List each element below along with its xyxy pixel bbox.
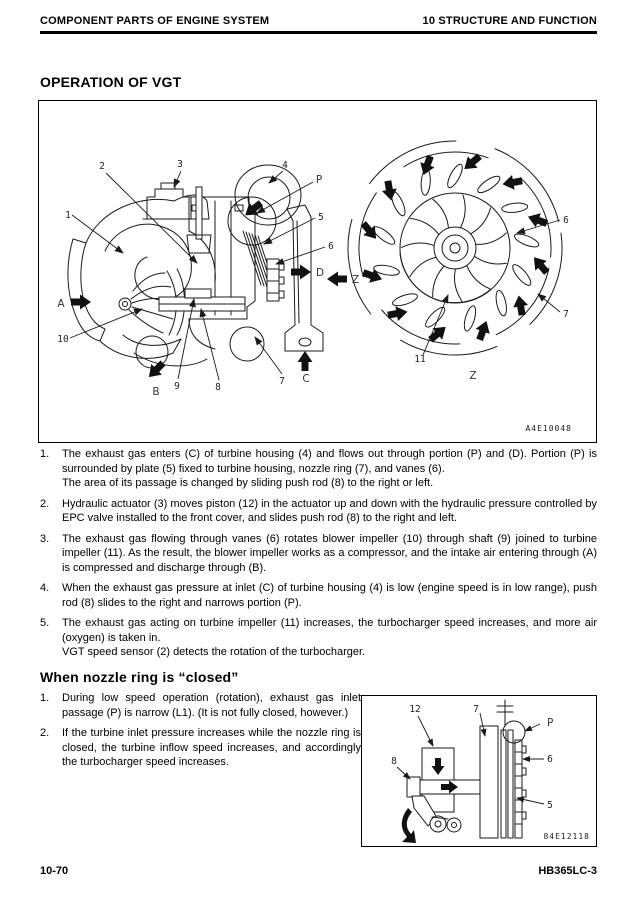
callout-4: 4 [282, 160, 288, 171]
body-text [40, 447, 597, 847]
list-item [40, 616, 597, 660]
callout-5-small: 5 [547, 800, 553, 811]
figure-code-small: 84E12118 [543, 832, 590, 841]
list-item [40, 726, 361, 770]
callout-5: 5 [318, 212, 324, 223]
label-Z: Z [352, 274, 360, 286]
nozzle-ring-diagram [362, 696, 596, 846]
callout-11: 11 [414, 354, 426, 365]
item-text: The exhaust gas enters (C) of turbine housing (4) and flows out through portion (P) and (D). Portion (P) is surrounded by plate (5) fixed to turbine housing, nozzle ring (7), and vanes (6). [62, 448, 597, 475]
list-item [40, 691, 361, 720]
callout-12: 12 [409, 704, 421, 715]
callout-6-small: 6 [547, 754, 553, 765]
turbo-cross-section [68, 165, 323, 368]
item-text: When the exhaust gas pressure at inlet (C) of turbine housing (4) is low (engine speed is in low range), push rod (8) slides to the right and narrows portion (P). [62, 582, 597, 609]
figure-nozzle-ring-closed [361, 695, 597, 847]
item-number: 1. [40, 692, 50, 704]
figure-code: A4E10048 [525, 424, 572, 433]
callout-2: 2 [99, 161, 105, 172]
view-label-Z: Z [469, 370, 477, 382]
item-text: During low speed operation (rotation), exhaust gas inlet passage (P) is narrow (L1). (It is not fully closed, however.) [62, 692, 361, 719]
page-title: OPERATION OF VGT [40, 74, 182, 90]
page-number: 10-70 [40, 865, 69, 877]
subsection-text [40, 691, 361, 776]
subsection-heading: When nozzle ring is “closed” [40, 668, 239, 685]
item-number: 3. [40, 532, 50, 545]
figure-vgt-operation [38, 100, 597, 443]
callout-9: 9 [174, 381, 180, 392]
item-number: 5. [40, 617, 50, 629]
label-A: A [57, 298, 65, 310]
callout-3: 3 [177, 159, 183, 170]
item-text: The exhaust gas acting on turbine impeller (11) increases, the turbocharger speed increases, and more air (oxygen) is taken in. [62, 617, 597, 644]
callout-P-small: P [547, 717, 554, 729]
label-C: C [302, 373, 310, 385]
list-item [40, 497, 597, 526]
page-header [40, 15, 597, 27]
label-B: B [152, 386, 160, 398]
item-number: 2. [40, 727, 50, 739]
turbine-wheel-view [334, 127, 576, 382]
callout-7: 7 [279, 376, 285, 387]
callout-6: 6 [328, 241, 334, 252]
callout-10: 10 [57, 334, 69, 345]
page-footer [40, 865, 597, 877]
item-text: Hydraulic actuator (3) moves piston (12) in the actuator up and down with the hydraulic pressure controlled by EPC valve installed to the front cover, and slides push rod (8) to the right and left. [62, 497, 597, 524]
item-text: If the turbine inlet pressure increases while the nozzle ring is closed, the turbine inflow speed increases, and accordingly the turbocharger speed increases. [62, 727, 361, 768]
header-right: 10 STRUCTURE AND FUNCTION [422, 15, 597, 27]
flow-arrow-A-icon [71, 295, 91, 310]
list-item [40, 532, 597, 576]
item-text: The exhaust gas flowing through vanes (6) rotates blower impeller (10) through shaft (9) joined to turbine impeller (11). As the result, the blower impeller works as a compressor, and the intake air entering through (A) is compressed and discharge through (B). [62, 532, 597, 574]
label-D: D [316, 267, 325, 279]
subsection-row [40, 691, 597, 847]
model-code: HB365LC-3 [538, 865, 597, 877]
item-number: 2. [40, 497, 50, 510]
callout-6-wheel: 6 [563, 215, 569, 226]
callout-8-small: 8 [391, 756, 397, 767]
vgt-diagram [39, 101, 596, 442]
view-arrow-Z-icon [327, 272, 347, 287]
callout-7-wheel: 7 [563, 309, 569, 320]
item-number: 4. [40, 582, 50, 594]
callout-8: 8 [215, 382, 221, 393]
callout-1: 1 [65, 210, 71, 221]
callout-7-small: 7 [473, 704, 479, 715]
header-left: COMPONENT PARTS OF ENGINE SYSTEM [40, 15, 270, 27]
item-number: 1. [40, 448, 50, 460]
header-rule [40, 31, 597, 34]
item-text: The area of its passage is changed by sliding push rod (8) to the right or left. [62, 477, 434, 489]
list-item [40, 447, 597, 491]
callout-P: P [315, 174, 323, 186]
flow-arrow-C-icon [298, 351, 313, 371]
rotation-arrow-icon [402, 808, 416, 843]
list-item [40, 581, 597, 610]
item-text: VGT speed sensor (2) detects the rotation of the turbocharger. [62, 646, 366, 658]
